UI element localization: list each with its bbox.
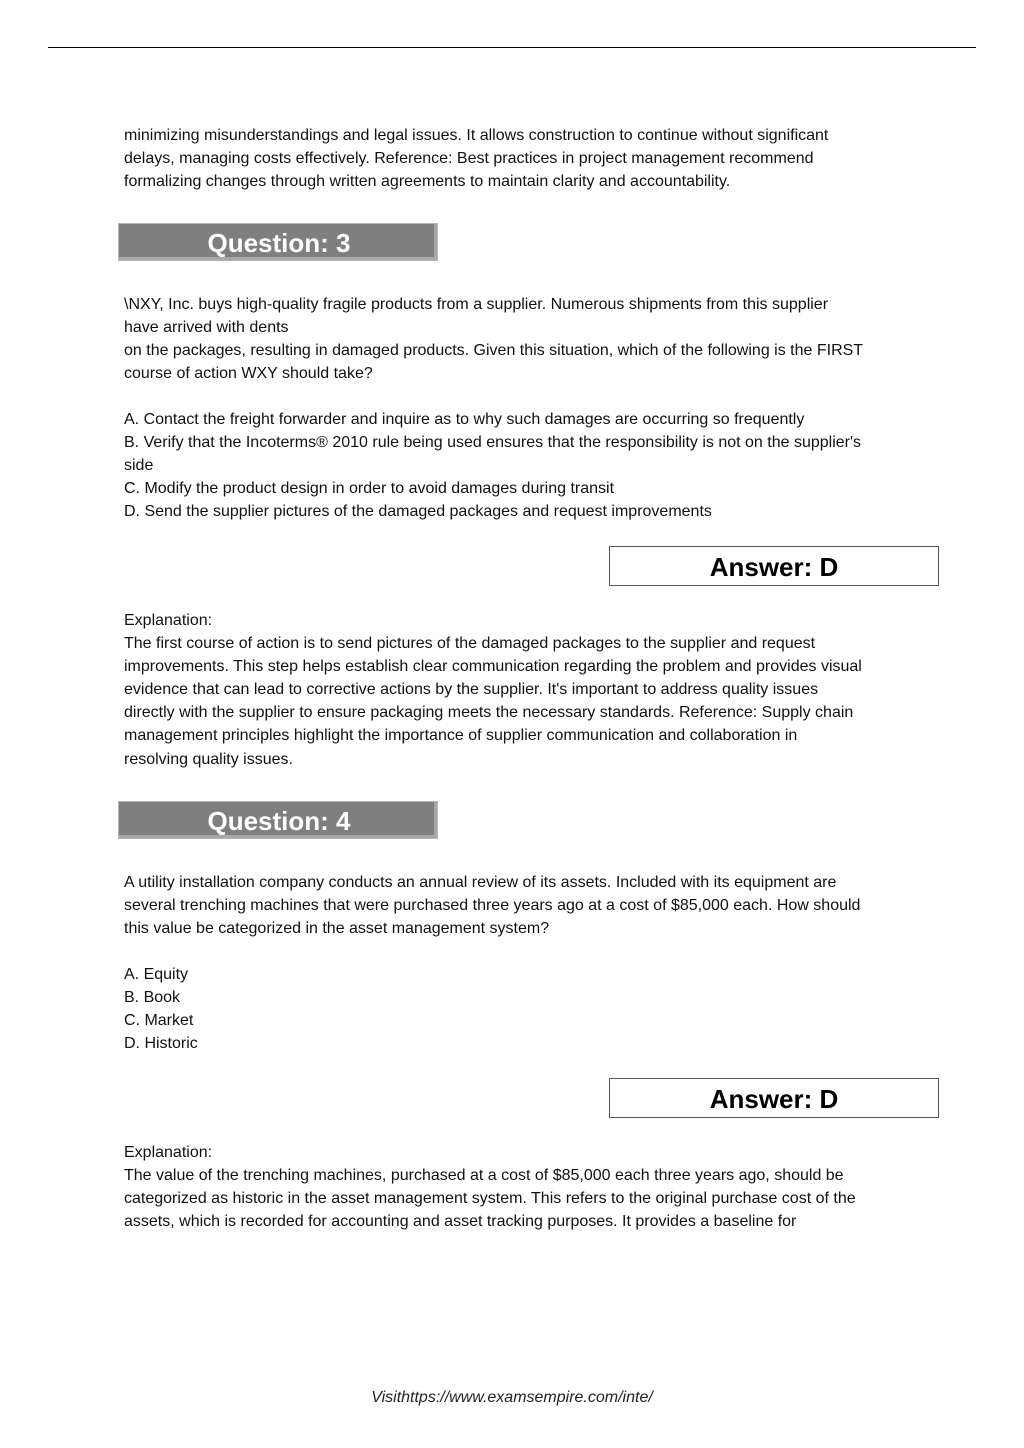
question-4-explanation: Explanation: The value of the trenching machines, purchased at a cost of $85,000 each three years ago, should be categorized as historic in the asset management system. This refers to the original purchase cost of the assets, which is recorded for accounting and asset tracking purposes. It provides a baseline for [124, 1144, 856, 1231]
question-4-title: Question: 4 [207, 806, 351, 836]
header-rule [48, 47, 976, 48]
question-4-options: A. Equity B. Book C. Market D. Historic [124, 966, 198, 1053]
question-3-answer: Answer: D [709, 552, 839, 582]
intro-paragraph: minimizing misunderstandings and legal issues. It allows construction to continue without significant delays, managing costs effectively. Reference: Best practices in project management recommend formalizing changes through written agreements to maintain clarity and accountability. [124, 127, 829, 191]
question-3-options: A. Contact the freight forwarder and inquire as to why such damages are occurring so frequently B. Verify that the Incoterms® 2010 rule being used ensures that the responsibility is not on the supplier's side C. Modify the product design in order to avoid damages during transit D. Send the supplier pictures of the damaged packages and request improvements [124, 411, 862, 521]
footer-link[interactable]: Visithttps://www.examsempire.com/inte/ [371, 1389, 653, 1406]
question-3-title: Question: 3 [207, 228, 351, 258]
question-4-stem: A utility installation company conducts an annual review of its assets. Included with its equipment are several trenching machines that were purchased three years ago at a cost of $85,000 each. How should this value be categorized in the asset management system? [124, 874, 861, 938]
question-3-banner [118, 223, 438, 261]
question-4-answer-box [609, 1078, 939, 1118]
question-4-banner [118, 801, 438, 839]
question-3-stem: \NXY, Inc. buys high-quality fragile products from a supplier. Numerous shipments from this supplier have arrived with dents on the packages, resulting in damaged products. Given this situation, which of the following is the FIRST course of action WXY should take? [124, 296, 864, 383]
question-3-answer-box [609, 546, 939, 586]
question-3-explanation: Explanation: The first course of action is to send pictures of the damaged packages to the supplier and request improvements. This step helps establish clear communication regarding the problem and provides visual evidence that can lead to corrective actions by the supplier. It's important to address quality issues directly with the supplier to ensure packaging meets the necessary standards. Reference: Supply chain management principles highlight the importance of supplier communication and collaboration in resolving quality issues. [124, 612, 862, 768]
question-4-answer: Answer: D [709, 1084, 839, 1114]
